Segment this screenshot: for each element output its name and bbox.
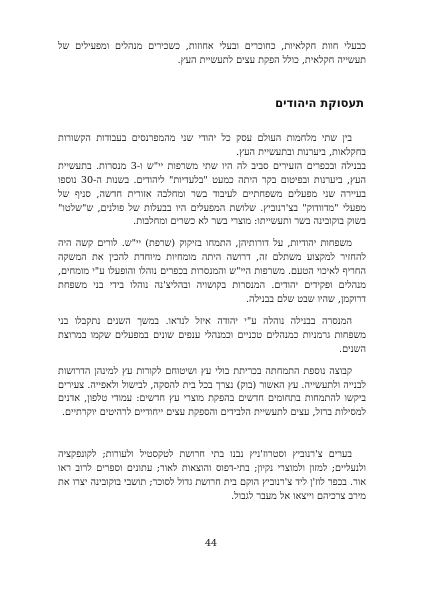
paragraph-3: משפחות יהודיות, על דורותיהן, התמחו בזיקוק (שרפת) יי"ש. לורים קשה היה להחזיר למקצוע משתלם זה, דרושה היתה מומחיות מיוחדת להכין את המשקה החריף לאיכוי הטעם. משרפות היי"ש והמנסרות בכפרים נוהלו והופעלו ע"י מומחים, מנהלים ופקידים יהודים. המנסרות בקושויה ובהליצ'נה נוהלו בידי בני משפחת דרוקמן, שהיו שבט שלם בבנילה. [58, 238, 366, 305]
paragraph-6: בערים צ'רנוביץ וסטרוז'ניץ נבנו בתי חרושת לטקסטיל ולעורות; לקונפקציה ולנעליים; למזון ולמוצרי נקיון; בתי-דפוס והוצאות לאור; עתונים וספרים לרוב ראו אור. בכפר לוז'ן ליד צ'רנוביץ הוקם בית חרושת גדול לסוכר; תושבי בוקובינה יצרו את מירב צרכיהם וייצאו אל מעבר לגבול. [58, 449, 366, 502]
paragraph-2: בבנילה ובכפרים הזעירים סביב לה היו שתי משרפות יי"ש ו-3 מנסרות. בתעשיית העץ, ביערנות ובפיטום בקר היתה כמעט "בלעדיות" ליהודים. בשנות ה-30 נוספו בעיירה שני מפעלים משפחתיים לעיבוד בשר ומחלבה אזורית חדשה, סניף של מפעלי "מדוודוק" בצ'רנוביץ. שלושת המפעלים היו בבעלות של פולנים, ש"שלטו" בשוק בוקובינה בשר ותעשייתו: מוצרי בשר לא כשרים ומחלבות. [58, 160, 366, 228]
intro-paragraph: כבעלי חוות חקלאיות, כחוכרים ובעלי אחוזות, כשכירים מנהלים ומפעילים של תעשייה חקלאית, כולל הפקת עצים לתעשיית העץ. [58, 41, 366, 66]
page-number: 44 [204, 538, 218, 549]
intro-text [58, 40, 366, 68]
paragraph-4: המנסרה בבנילה נוהלה ע"י יהודה איזל לנדאו. במשך השנים נתקבלו בני משפחות גרמניות כמנהלים טכניים וכמנהלי ענפים שונים במפעלים שקמו במרוצת השנים. [58, 315, 366, 355]
paragraph-5: קבוצה נוספת התמחתה בכריתת בולי עץ ושיטוחם לקורות עץ למינהן הדרושות לבנייה ולתעשייה. עץ האשור (בוק) נצרך בכל בית להסקה, לבישול ולאפייה. צעירים ביקשו להתמחות בתחומים חדשים בהפקת מוצרי עץ חדשים: עמודי טלפון, אדנים למסילות ברזל, עצים לתעשיית הלבידים והספקת עצים ייחודיים לרהיטים יוקרתיים. [58, 365, 366, 419]
section-title: תעסוקת היהודים [275, 96, 364, 110]
paragraph-1: בין שתי מלחמות העולם עסק כל יהודי שני מהמפרנסים בעבודות הקשורות בחקלאות, ביערנות ובתעשיית העץ. [58, 133, 366, 158]
body-text [58, 132, 366, 504]
